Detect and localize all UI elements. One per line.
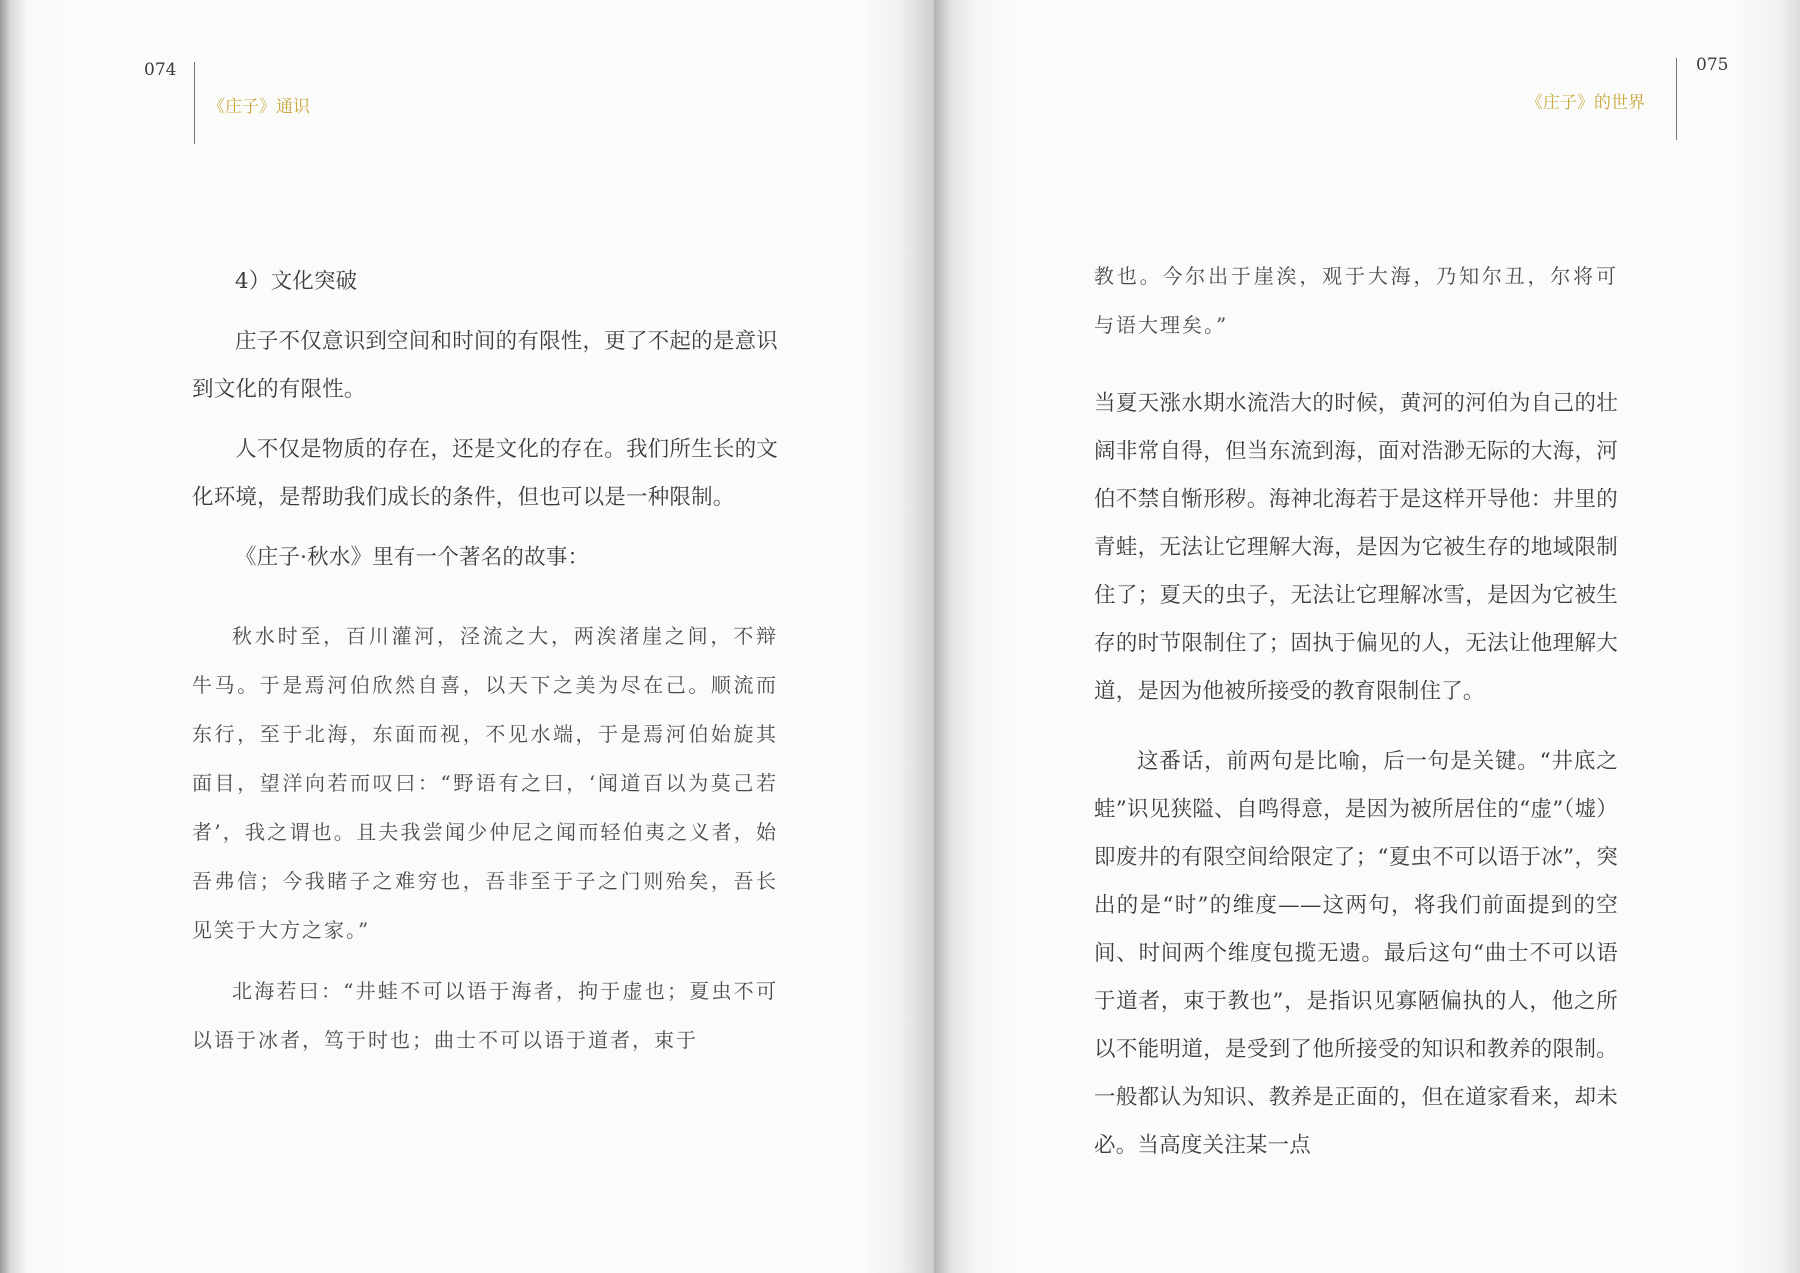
quote-paragraph: 秋水时至，百川灌河，泾流之大，两涘渚崖之间，不辩牛马。于是焉河伯欣然自喜，以天下之美为尽在己。顺流而东行，至于北海，东面而视，不见水端，于是焉河伯始旋其面目，望洋向若而叹曰：“野语有之曰，‘闻道百以为莫己若者’，我之谓也。且夫我尝闻少仲尼之闻而轻伯夷之义者，始吾弗信；今我睹子之难穷也，吾非至于子之门则殆矣，吾长见笑于大方之家。” <box>192 624 778 942</box>
header-rule <box>194 62 195 144</box>
running-head: 《庄子》通识 <box>208 97 310 117</box>
paragraph: 这番话，前两句是比喻，后一句是关键。“井底之蛙”识见狭隘、自鸣得意，是因为被所居住的“虚”（墟）即废井的有限空间给限定了；“夏虫不可以语于冰”，突出的是“时”的维度——这两句，将我们前面提到的空间、时间两个维度包揽无遗。最后这句“曲士不可以语于道者，束于教也”，是指识见寡陋偏执的人，他之所以不能明道，是受到了他所接受的知识和教养的限制。一般都认为知识、教养是正面的，但在道家看来，却未必。当高度关注某一点 <box>1094 749 1618 1158</box>
right-body <box>1094 252 1618 1170</box>
paragraph: 当夏天涨水期水流浩大的时候，黄河的河伯为自己的壮阔非常自得，但当东流到海，面对浩渺无际的大海，河伯不禁自惭形秽。海神北海若于是这样开导他：井里的青蛙，无法让它理解大海，是因为它被生存的地域限制住了；夏天的虫子，无法让它理解冰雪，是因为它被生存的时节限制住了；固执于偏见的人，无法让他理解大道，是因为他被所接受的教育限制住了。 <box>1094 391 1618 704</box>
paragraph: 人不仅是物质的存在，还是文化的存在。我们所生长的文化环境，是帮助我们成长的条件，但也可以是一种限制。 <box>192 437 778 510</box>
quote-continuation: 教也。今尔出于崖涘，观于大海，乃知尔丑，尔将可与语大理矣。” <box>1094 264 1618 337</box>
running-head: 《庄子》的世界 <box>1526 93 1645 113</box>
page-number: 074 <box>144 60 177 80</box>
paragraph: 《庄子·秋水》里有一个著名的故事： <box>235 545 590 570</box>
page-number: 075 <box>1696 55 1729 75</box>
header-rule <box>1676 58 1677 140</box>
left-body <box>192 258 778 1065</box>
right-page <box>934 0 1800 1273</box>
quote-paragraph: 北海若曰：“井蛙不可以语于海者，拘于虚也；夏虫不可以语于冰者，笃于时也；曲士不可以语于道者，束于 <box>192 979 778 1052</box>
section-heading: 4）文化突破 <box>235 269 358 294</box>
paragraph: 庄子不仅意识到空间和时间的有限性，更了不起的是意识到文化的有限性。 <box>192 329 778 402</box>
